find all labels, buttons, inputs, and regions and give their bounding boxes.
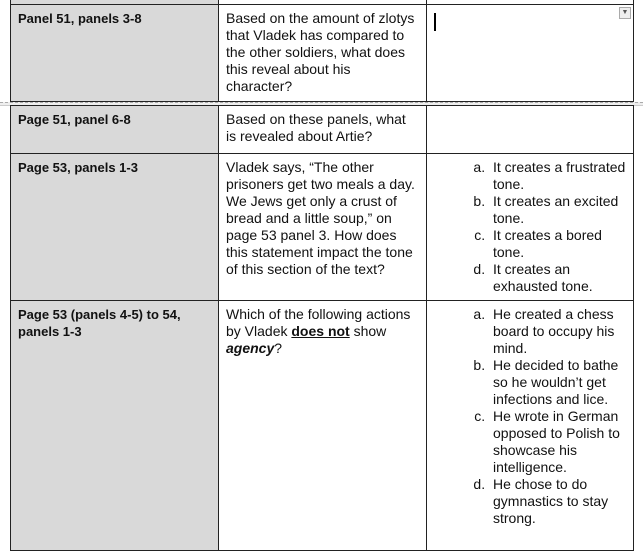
location-cell: Page 53, panels 1-3 — [11, 154, 219, 301]
question-cell: Based on these panels, what is revealed about Artie? — [219, 106, 427, 154]
answer-cell[interactable] — [427, 154, 634, 301]
option: c. It creates a bored tone. — [489, 227, 626, 261]
location-cell: Page 51, panel 6-8 — [11, 106, 219, 154]
location-cell: Page 53 (panels 4-5) to 54, panels 1-3 — [11, 301, 219, 551]
dropdown-arrow-icon[interactable]: ▼ — [619, 7, 631, 19]
answer-cell[interactable] — [427, 301, 634, 551]
option: d. He chose to do gymnastics to stay strong. — [489, 476, 626, 527]
table-row — [11, 301, 634, 551]
emphasis-agency: agency — [226, 340, 275, 356]
option: d. It creates an exhausted tone. — [489, 261, 626, 295]
table-page-1 — [10, 0, 634, 102]
table-row — [11, 5, 634, 102]
option: b. He decided to bathe so he wouldn’t get infections and lice. — [489, 357, 626, 408]
table-row — [11, 106, 634, 154]
emphasis-does-not: does not — [291, 323, 350, 339]
text-cursor — [434, 13, 436, 31]
question-cell — [219, 301, 427, 551]
question-text: Which of the following actions by Vladek — [226, 306, 411, 339]
question-cell: Based on the amount of zlotys that Vladek has compared to the other soldiers, what does this reveal about his character? — [219, 5, 427, 102]
option: a. It creates a frustrated tone. — [489, 159, 626, 193]
location-cell: Panel 51, panels 3-8 — [11, 5, 219, 102]
option: c. He wrote in German opposed to Polish to showcase his intelligence. — [489, 408, 626, 476]
option: b. It creates an excited tone. — [489, 193, 626, 227]
answer-cell[interactable] — [427, 106, 634, 154]
question-cell: Vladek says, “The other prisoners get two meals a day. We Jews get only a crust of bread and a little soup,” on page 53 panel 3. How does this statement impact the tone of this section of the text? — [219, 154, 427, 301]
table-row — [11, 154, 634, 301]
option: a. He created a chess board to occupy his mind. — [489, 306, 626, 357]
question-text: ? — [274, 340, 283, 356]
table-page-2 — [10, 105, 634, 551]
question-text: show — [349, 323, 387, 339]
answer-cell[interactable] — [427, 5, 634, 102]
